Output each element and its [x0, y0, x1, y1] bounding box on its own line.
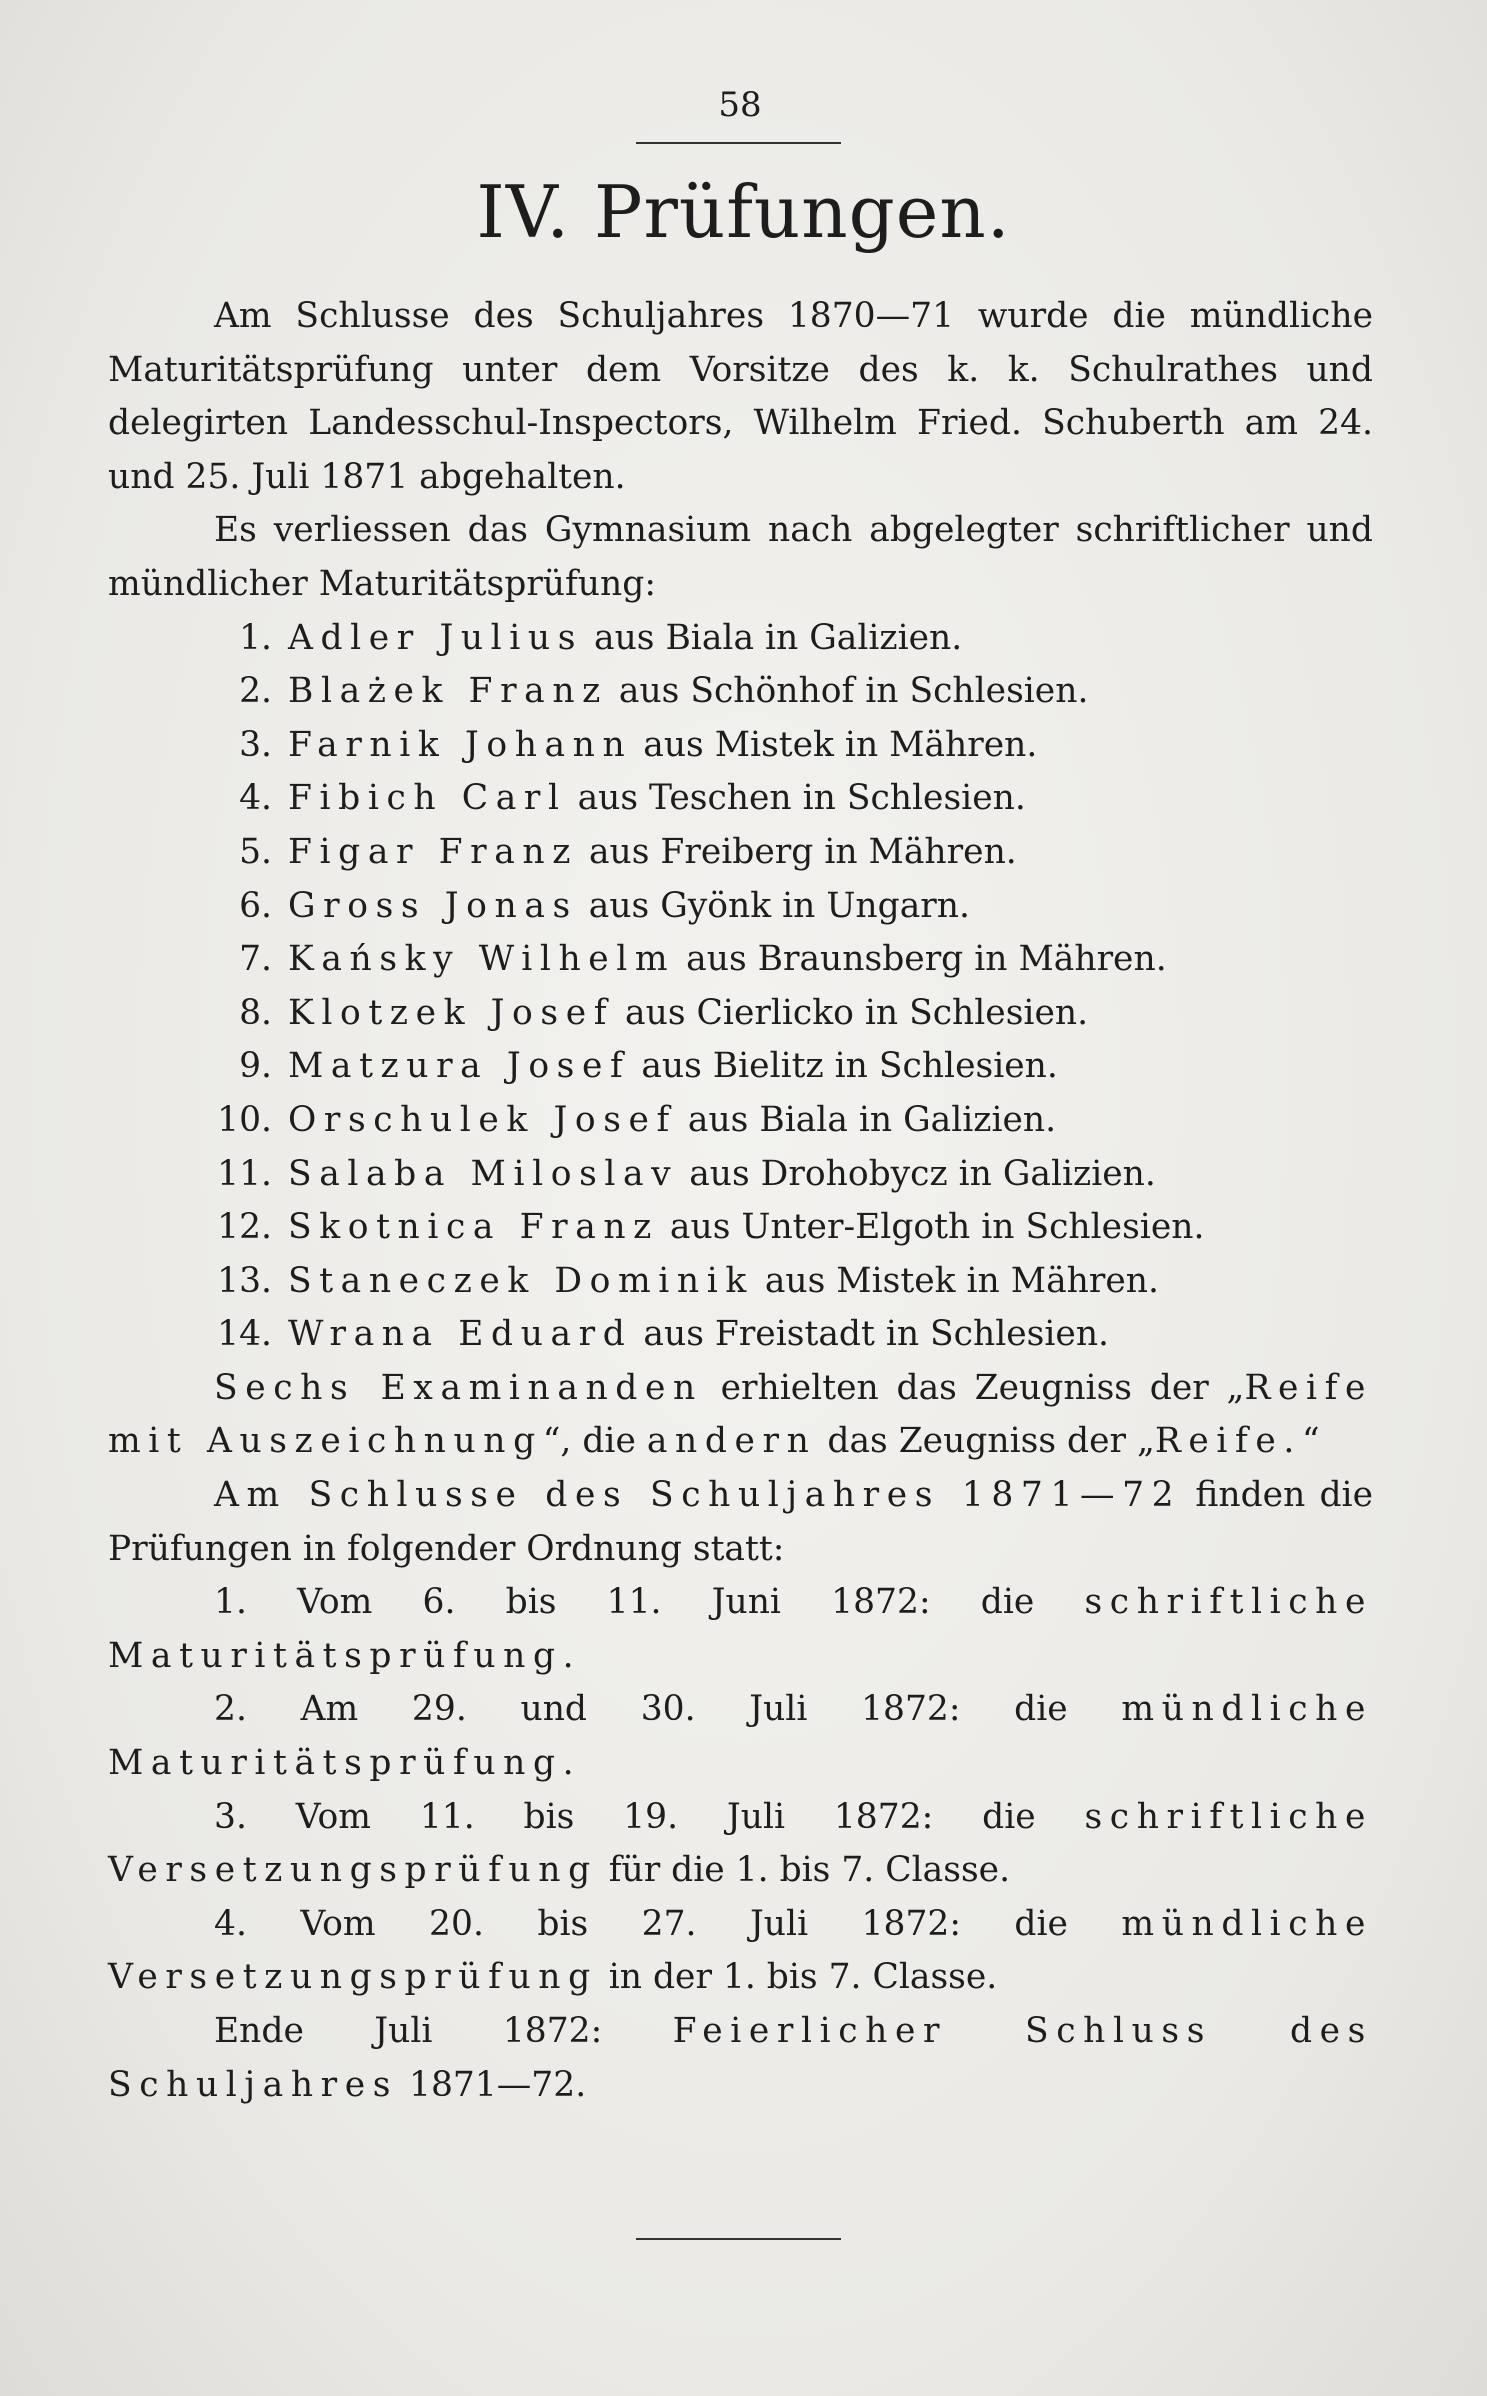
schedule-item — [108, 1791, 1373, 1898]
list-item — [108, 1148, 1373, 1202]
graduate-origin: aus Braunsberg in Mähren. — [686, 939, 1167, 980]
header-rule — [636, 142, 841, 144]
item-number: 10. — [217, 1099, 272, 1140]
list-item — [108, 612, 1373, 666]
list-item — [108, 665, 1373, 719]
graduate-name: Skotnica Franz — [288, 1207, 659, 1248]
graduate-origin: aus Cierlicko in Schlesien. — [625, 992, 1089, 1033]
list-item — [108, 933, 1373, 987]
list-item — [108, 1040, 1373, 1094]
item-number: 13. — [217, 1260, 272, 1301]
closing-year: 1871—72. — [398, 2064, 587, 2105]
schedule-intro-paragraph — [108, 1469, 1373, 1576]
results-text-3: das Zeugniss der „ — [816, 1421, 1155, 1462]
item-number: 12. — [217, 1207, 272, 1248]
graduate-origin: aus Freistadt in Schlesien. — [643, 1314, 1110, 1355]
page-number: 58 — [718, 85, 762, 125]
results-distinction: Reife mit Auszeichnung — [108, 1367, 1374, 1462]
schedule-item-suffix: in der 1. bis 7. Classe. — [597, 1957, 998, 1998]
graduate-origin: aus Schönhof in Schlesien. — [618, 671, 1089, 712]
section-title: IV. Prüfungen. — [476, 170, 1011, 254]
list-intro-paragraph: Es verliessen das Gymnasium nach abgelegter schriftlicher und mündlicher Maturitätsprüfung: — [108, 510, 1373, 604]
schedule-item-prefix: 1. Vom 6. bis 11. Juni 1872: die — [214, 1582, 1085, 1623]
list-item — [108, 772, 1373, 826]
closing-emph: Feierlicher Schluss des Schuljahres — [108, 2011, 1373, 2105]
graduate-origin: aus Teschen in Schlesien. — [577, 778, 1026, 819]
graduate-origin: aus Freiberg in Mähren. — [588, 831, 1017, 872]
results-count: Sechs Examinanden — [214, 1367, 703, 1408]
schedule-item-prefix: 2. Am 29. und 30. Juli 1872: die — [214, 1689, 1122, 1730]
list-item — [108, 1201, 1373, 1255]
schedule-item-emph: schriftliche Maturitätsprüfung — [108, 1582, 1373, 1676]
schedule-item-prefix: 4. Vom 20. bis 27. Juli 1872: die — [214, 1903, 1122, 1944]
schedule-item — [108, 1683, 1373, 1790]
closing-date: Ende Juli 1872: — [214, 2011, 673, 2051]
schedule-item — [108, 1898, 1373, 2005]
graduate-origin: aus Biala in Galizien. — [687, 1099, 1057, 1140]
graduate-name: Matzura Josef — [288, 1046, 631, 1087]
schedule-item-emph: mündliche Maturitätsprüfung — [108, 1689, 1373, 1784]
closing-paragraph — [108, 2005, 1373, 2112]
item-number: 6. — [239, 885, 272, 926]
schedule-item-suffix: . — [562, 1743, 574, 1784]
graduate-name: Wrana Eduard — [288, 1314, 633, 1355]
list-item — [108, 826, 1373, 880]
schedule-item-suffix: für die 1. bis 7. Classe. — [597, 1850, 1011, 1891]
item-number: 14. — [217, 1314, 272, 1355]
graduate-name: Staneczek Dominik — [288, 1260, 754, 1301]
schedule-intro-emph: Am Schlusse des Schuljahres 1871—72 — [214, 1475, 1182, 1516]
item-number: 8. — [239, 992, 272, 1033]
item-number: 2. — [239, 671, 272, 712]
graduate-origin: aus Gyönk in Ungarn. — [588, 885, 970, 926]
graduate-name: Klotzek Josef — [288, 992, 615, 1033]
graduate-origin: aus Mistek in Mähren. — [643, 724, 1038, 765]
graduate-origin: aus Drohobycz in Galizien. — [689, 1153, 1156, 1194]
item-number: 5. — [239, 831, 272, 872]
graduate-name: Kańsky Wilhelm — [288, 939, 676, 980]
schedule-intro-text: finden die Prüfungen in folgender Ordnung statt: — [108, 1475, 1374, 1569]
graduate-name: Adler Julius — [288, 617, 584, 658]
item-number: 4. — [239, 778, 272, 819]
item-number: 7. — [239, 939, 272, 980]
list-item — [108, 1255, 1373, 1309]
schedule-item-emph: mündliche Versetzungsprüfung — [108, 1903, 1373, 1998]
graduate-name: Blażek Franz — [288, 671, 608, 712]
intro-paragraph: Am Schlusse des Schuljahres 1870—71 wurde die mündliche Maturitätsprüfung unter dem Vorsitze des k. k. Schulrathes und delegirten Landesschul-Inspectors, Wilhelm Fried. Schuberth am 24. und 25. Juli 1871 abgehalten. — [108, 296, 1373, 497]
item-number: 9. — [239, 1046, 272, 1087]
graduates-list — [108, 612, 1373, 1362]
graduate-name: Salaba Miloslav — [288, 1153, 679, 1194]
schedule-item-emph: schriftliche Versetzungsprüfung — [108, 1796, 1373, 1891]
graduate-origin: aus Bielitz in Schlesien. — [641, 1046, 1058, 1087]
item-number: 1. — [239, 617, 272, 658]
item-number: 11. — [217, 1153, 272, 1194]
list-item — [108, 1308, 1373, 1362]
schedule-item — [108, 1576, 1373, 1683]
schedule-item-prefix: 3. Vom 11. bis 19. Juli 1872: die — [214, 1796, 1085, 1837]
results-text-4: “ — [1301, 1421, 1320, 1462]
graduate-origin: aus Mistek in Mähren. — [764, 1260, 1159, 1301]
list-item — [108, 880, 1373, 934]
results-others: andern — [646, 1421, 817, 1462]
results-text-1: erhielten das Zeugniss der „ — [702, 1367, 1245, 1408]
footer-rule — [636, 2238, 841, 2240]
results-maturity: Reife. — [1154, 1421, 1302, 1462]
graduate-name: Farnik Johann — [288, 724, 633, 765]
results-text-2: “, die — [542, 1421, 647, 1462]
graduate-name: Gross Jonas — [288, 885, 578, 926]
graduate-origin: aus Unter-Elgoth in Schlesien. — [669, 1207, 1205, 1248]
results-paragraph — [108, 1362, 1373, 1469]
item-number: 3. — [239, 724, 272, 765]
list-item — [108, 1094, 1373, 1148]
graduate-name: Fibich Carl — [288, 778, 567, 819]
graduate-name: Orschulek Josef — [288, 1099, 677, 1140]
graduate-origin: aus Biala in Galizien. — [594, 617, 963, 658]
list-item — [108, 987, 1373, 1041]
list-item — [108, 719, 1373, 773]
body-text — [108, 290, 1373, 2112]
graduate-name: Figar Franz — [288, 831, 578, 872]
schedule-item-suffix: . — [562, 1635, 574, 1676]
